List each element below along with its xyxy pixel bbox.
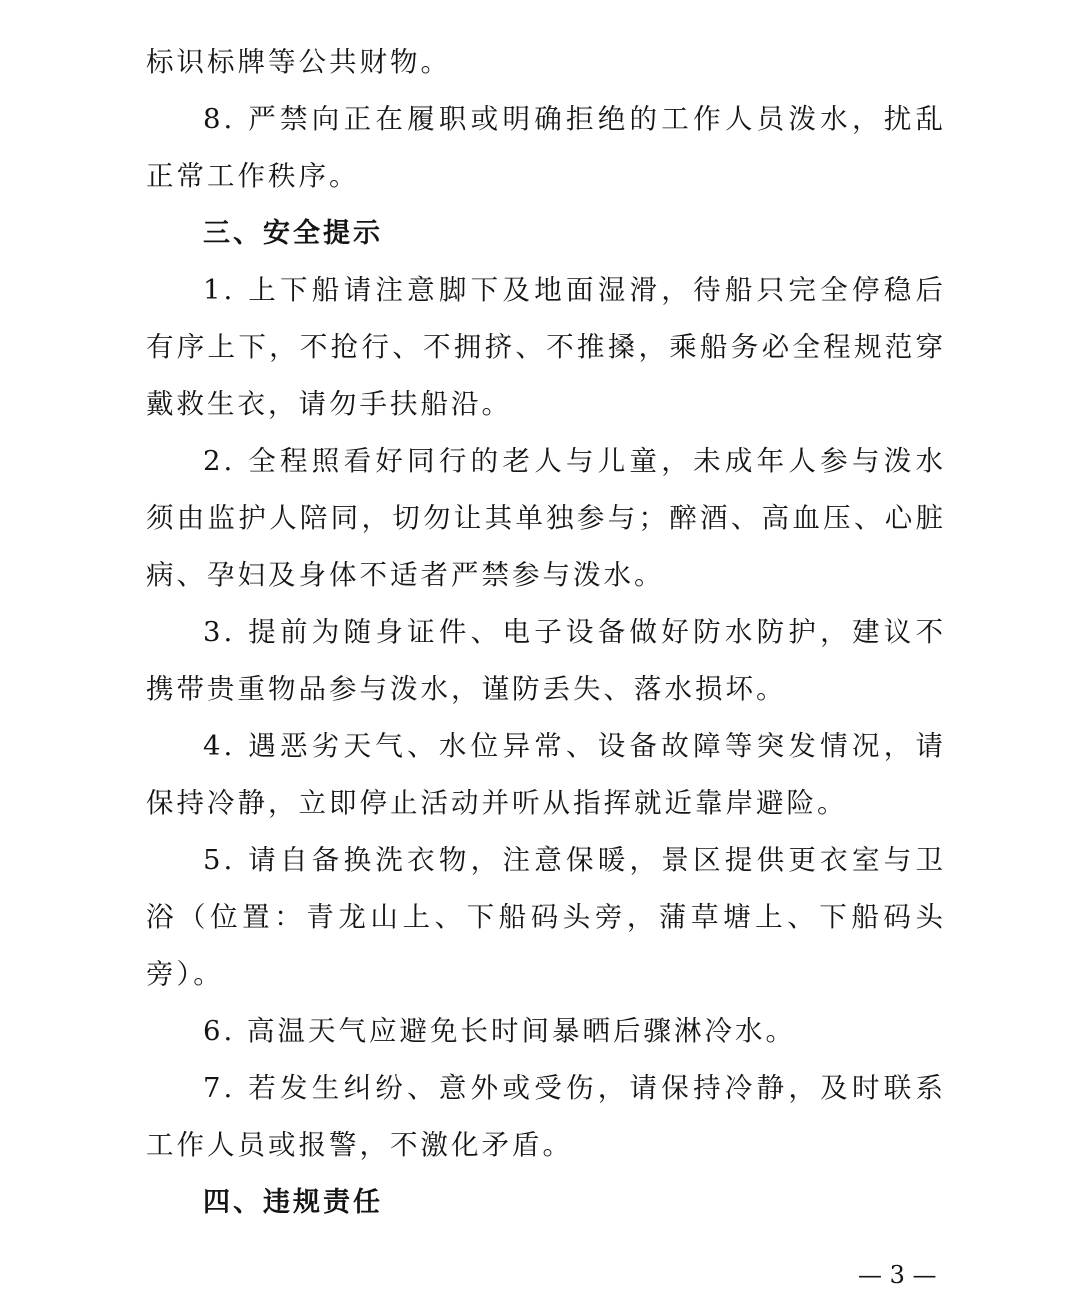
safety-tip-1: 1. 上下船请注意脚下及地面湿滑，待船只完全停稳后有序上下，不抢行、不拥挤、不推搡，乘船务必全程规范穿戴救生衣，请勿手扶船沿。 — [146, 274, 946, 420]
rule-item-8: 8. 严禁向正在履职或明确拒绝的工作人员泼水，扰乱正常工作秩序。 — [146, 103, 946, 192]
safety-tip-6: 6. 高温天气应避免长时间暴晒后骤淋冷水。 — [203, 1015, 796, 1047]
page-number: — 3 — — [858, 1261, 937, 1289]
document-body — [146, 34, 946, 1231]
safety-tip-7: 7. 若发生纠纷、意外或受伤，请保持冷静，及时联系工作人员或报警，不激化矛盾。 — [146, 1072, 946, 1161]
paragraph-continuation: 标识标牌等公共财物。 — [146, 46, 451, 78]
section-heading-safety-tips: 三、安全提示 — [203, 218, 383, 249]
safety-tip-3: 3. 提前为随身证件、电子设备做好防水防护，建议不携带贵重物品参与泼水，谨防丢失、落水损坏。 — [146, 616, 946, 705]
safety-tip-2: 2. 全程照看好同行的老人与儿童，未成年人参与泼水须由监护人陪同，切勿让其单独参与；醉酒、高血压、心脏病、孕妇及身体不适者严禁参与泼水。 — [146, 445, 946, 591]
safety-tip-5: 5. 请自备换洗衣物，注意保暖，景区提供更衣室与卫浴（位置：青龙山上、下船码头旁，蒲草塘上、下船码头旁）。 — [146, 844, 946, 990]
safety-tip-4: 4. 遇恶劣天气、水位异常、设备故障等突发情况，请保持冷静，立即停止活动并听从指挥就近靠岸避险。 — [146, 730, 946, 819]
section-heading-violation-liability: 四、违规责任 — [203, 1187, 383, 1218]
